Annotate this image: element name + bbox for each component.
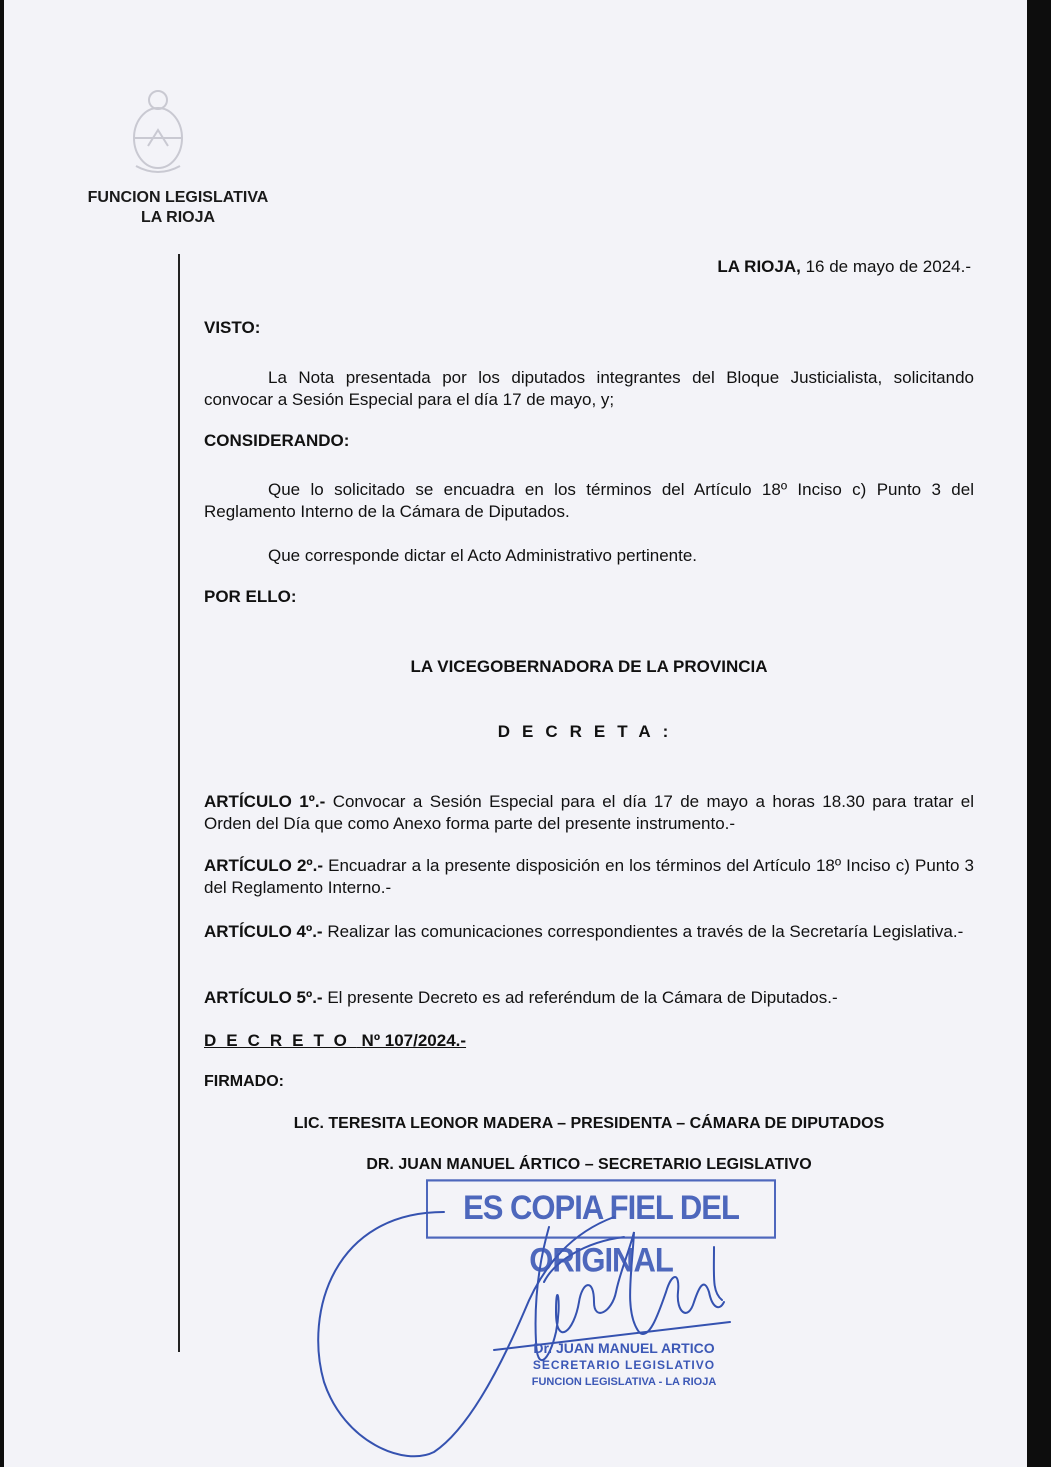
decreto-number-value: Nº 107/2024.- xyxy=(361,1031,467,1050)
document-page xyxy=(4,0,1027,1467)
article-1 xyxy=(204,791,974,835)
stamp-role: SECRETARIO LEGISLATIVO xyxy=(532,1358,716,1372)
copy-stamp: ES COPIA FIEL DEL ORIGINAL xyxy=(426,1179,776,1238)
article-1-label: ARTÍCULO 1º.- xyxy=(204,792,326,811)
org-line-1: FUNCION LEGISLATIVA xyxy=(87,189,269,206)
article-5-label: ARTÍCULO 5º.- xyxy=(204,988,323,1007)
signer-2: DR. JUAN MANUEL ÁRTICO – SECRETARIO LEGISLATIVO xyxy=(366,1156,812,1173)
article-2 xyxy=(204,855,974,899)
por-ello-heading: POR ELLO: xyxy=(204,587,297,606)
article-4-label: ARTÍCULO 4º.- xyxy=(204,922,323,941)
considerando-paragraph-1: Que lo solicitado se encuadra en los términos del Artículo 18º Inciso c) Punto 3 del Reglamento Interno de la Cámara de Diputados. xyxy=(204,480,974,521)
considerando-paragraph-2: Que corresponde dictar el Acto Administrativo pertinente. xyxy=(268,546,698,565)
article-2-text: Encuadrar a la presente disposición en los términos del Artículo 18º Inciso c) Punto 3 del Reglamento Interno.- xyxy=(204,856,974,897)
article-4 xyxy=(204,921,974,943)
date-text: 16 de mayo de 2024.- xyxy=(805,257,971,276)
date-place: LA RIOJA, xyxy=(717,257,801,276)
visto-text: La Nota presentada por los diputados integrantes del Bloque Justicialista, solicitando convocar a Sesión Especial para el día 17 de mayo, y; xyxy=(204,368,974,409)
firmado-heading: FIRMADO: xyxy=(204,1073,284,1090)
article-5-text: El presente Decreto es ad referéndum de la Cámara de Diputados.- xyxy=(327,988,838,1007)
visto-heading: VISTO: xyxy=(204,318,261,337)
decreto-label: DECRETO xyxy=(204,1031,357,1050)
signer-1: LIC. TERESITA LEONOR MADERA – PRESIDENTA – CÁMARA DE DIPUTADOS xyxy=(293,1115,885,1132)
considerando-heading: CONSIDERANDO: xyxy=(204,431,350,450)
stamp-name: Dr. JUAN MANUEL ARTICO xyxy=(533,1340,715,1356)
header-organization xyxy=(62,188,294,228)
article-5 xyxy=(204,987,974,1009)
document-date xyxy=(717,257,971,277)
article-4-text: Realizar las comunicaciones correspondientes a través de la Secretaría Legislativa.- xyxy=(327,922,964,941)
org-line-2: LA RIOJA xyxy=(140,209,216,226)
article-1-text: Convocar a Sesión Especial para el día 17 de mayo a horas 18.30 para tratar el Orden del Día que como Anexo forma parte del presente instrumento.- xyxy=(204,792,975,833)
article-2-label: ARTÍCULO 2º.- xyxy=(204,856,323,875)
decreta-title: DECRETA: xyxy=(497,722,681,741)
decreto-number xyxy=(204,1031,466,1051)
margin-rule xyxy=(178,254,180,1352)
coat-of-arms-icon xyxy=(122,86,194,176)
stamp-org: FUNCION LEGISLATIVA - LA RIOJA xyxy=(531,1376,717,1388)
authority-title: LA VICEGOBERNADORA DE LA PROVINCIA xyxy=(410,657,768,676)
